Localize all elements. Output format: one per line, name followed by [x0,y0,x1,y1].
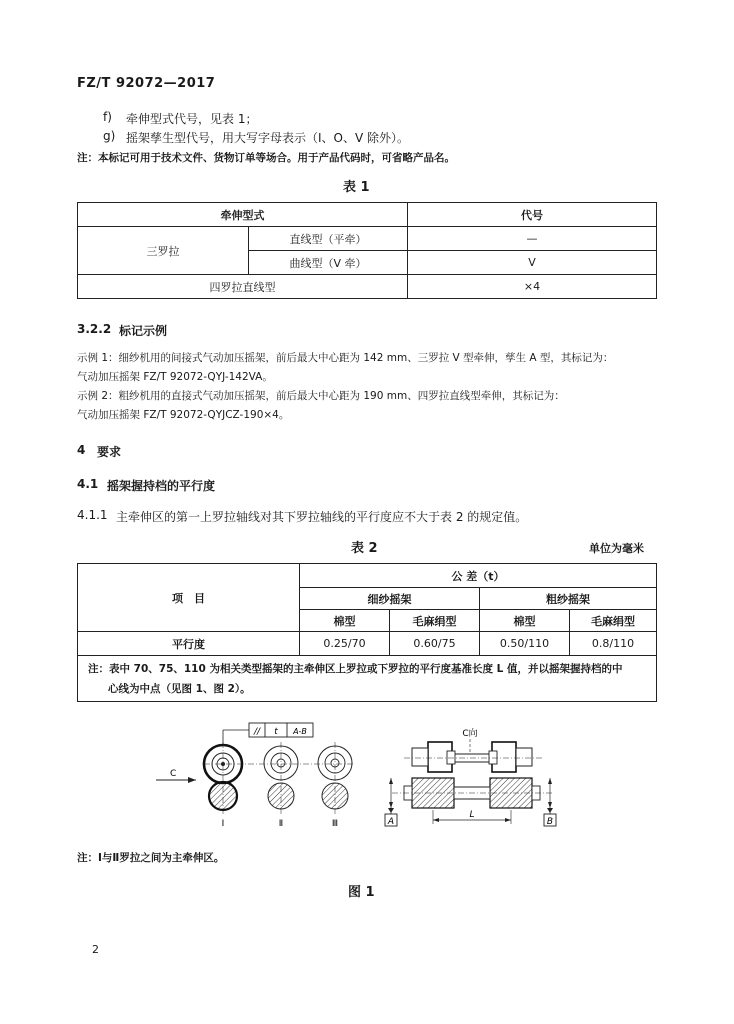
figure1-drawing [150,718,590,830]
table2-item-header: 项 目 [78,564,300,632]
standard-number: FZ/T 92072—2017 [77,76,216,91]
roller-label: Ⅱ [278,819,284,829]
table2-subheader: 棉型 [480,610,570,632]
roller-label: Ⅰ [221,819,225,829]
list-item-g-text: 摇架孳生型代号，用大写字母表示（Ⅰ、O、V 除外）。 [126,131,410,145]
example-line: 气动加压摇架 FZ/T 92072-QYJCZ-190×4。 [77,409,290,421]
section-3-2-2-title: 标记示例 [119,324,168,338]
table1-cell-type: 直线型（平牵） [249,227,408,251]
note-marking-usage: 注：本标记可用于技术文件、货物订单等场合。用于产品代码时，可省略产品名。 [77,152,455,164]
table2-subheader: 毛麻绢型 [570,610,657,632]
table1 [77,202,657,299]
table2-value: 0.60/75 [390,632,480,656]
section-4-1-title: 摇架握持档的平行度 [107,479,216,493]
table2-note-line: 心线为中点（见图 1、图 2）。 [108,682,251,695]
list-item-f-marker: f) [103,110,112,124]
table2-tolerance-header: 公 差（t） [300,564,657,588]
page-number: 2 [92,943,99,956]
length-label: L [469,810,475,820]
table2 [77,563,657,702]
table2-value: 0.8/110 [570,632,657,656]
tolerance-t: t [274,727,278,737]
list-item-g-marker: g) [103,129,116,143]
table2-subheader: 棉型 [300,610,390,632]
roller-label: Ⅲ [331,819,339,829]
table2-row-label: 平行度 [78,632,300,656]
table2-group-header: 粗纱摇架 [480,588,657,610]
figure1-caption: 图 1 [348,885,375,900]
section-4-1-1-number: 4.1.1 [77,508,108,522]
table1-group-label: 三罗拉 [78,227,249,275]
table2-value: 0.25/70 [300,632,390,656]
table2-note-line: 注：表中 70、75、110 为相关类型摇架的主牵伸区上罗拉或下罗拉的平行度基准长度 L 值，并以摇架握持档的中 [88,662,623,675]
figure1-note: 注：Ⅰ与Ⅱ罗拉之间为主牵伸区。 [77,852,225,864]
table2-group-header: 细纱摇架 [300,588,480,610]
datum-reference: A-B [293,727,307,736]
roller-side-view [385,727,556,827]
section-4-1-1-text: 主牵伸区的第一上罗拉轴线对其下罗拉轴线的平行度应不大于表 2 的规定值。 [116,510,528,524]
table1-cell-code: V [408,251,657,275]
list-item-f-text: 牵伸型式代号，见表 1； [126,112,258,126]
table2-note [78,656,657,702]
table1-header-code: 代号 [408,203,657,227]
example-line: 示例 2：粗纱机用的直接式气动加压摇架，前后最大中心距为 190 mm、四罗拉直线型牵伸，其标记为： [77,390,565,402]
side-view-label: C向 [462,729,478,739]
table1-cell-code: ×4 [408,275,657,299]
table1-cell-type: 曲线型（V 牵） [249,251,408,275]
table2-subheader: 毛麻绢型 [390,610,480,632]
table2-unit: 单位为毫米 [589,542,644,555]
table2-caption: 表 2 [351,541,378,556]
example-line: 气动加压摇架 FZ/T 92072-QYJ-142VA。 [77,371,273,383]
example-line: 示例 1：细纱机用的间接式气动加压摇架，前后最大中心距为 142 mm、三罗拉 V 型牵伸，孳生 A 型，其标记为： [77,352,614,364]
section-4-number: 4 [77,443,86,457]
datum-a: A [387,817,395,827]
section-3-2-2-number: 3.2.2 [77,322,112,336]
view-arrow-label: C [170,769,177,779]
datum-b: B [546,817,554,827]
parallelism-symbol: // [253,727,261,737]
table1-cell-code: — [408,227,657,251]
table1-caption: 表 1 [343,180,370,195]
table2-value: 0.50/110 [480,632,570,656]
roller-cross-section-view [156,723,355,829]
table1-cell-type: 四罗拉直线型 [78,275,408,299]
section-4-1-number: 4.1 [77,477,99,491]
section-4-title: 要求 [97,445,122,459]
table1-header-type: 牵伸型式 [78,203,408,227]
